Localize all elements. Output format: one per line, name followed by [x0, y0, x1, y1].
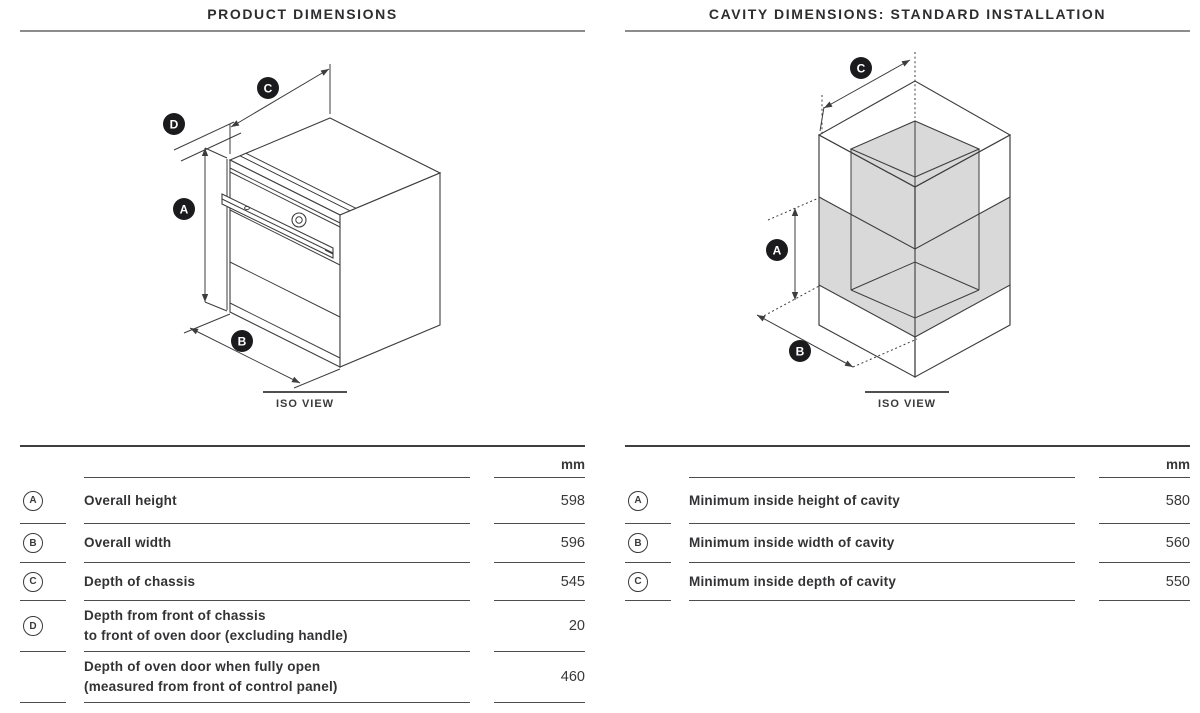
- circled-marker: D: [23, 616, 43, 636]
- cavity-iso-drawing: [740, 45, 1070, 415]
- right-panel-title: CAVITY DIMENSIONS: STANDARD INSTALLATION: [708, 6, 1107, 22]
- row-marker-cell: [20, 524, 66, 563]
- row-value: 596: [494, 524, 585, 563]
- dim-a-line: [205, 148, 227, 311]
- svg-text:D: D: [169, 117, 179, 132]
- unit-header: mm: [1099, 447, 1190, 478]
- cavity-dimensions-table: [625, 445, 1190, 601]
- row-label: Minimum inside height of cavity: [689, 492, 900, 508]
- left-iso-label: ISO VIEW: [275, 398, 335, 410]
- row-marker-cell: [625, 524, 671, 563]
- table-row: [625, 563, 1190, 601]
- marker-a-badge: [173, 198, 195, 220]
- row-label-cell: [84, 478, 470, 524]
- row-label-cell: [84, 563, 470, 601]
- circled-marker: B: [628, 533, 648, 553]
- row-label: Overall width: [84, 535, 172, 550]
- table-row: [20, 524, 585, 563]
- row-label: Minimum inside width of cavity: [689, 535, 895, 550]
- table-row: [20, 563, 585, 601]
- table-row: [20, 478, 585, 524]
- row-label: Overall height: [84, 492, 177, 508]
- marker-b-badge: [789, 340, 811, 362]
- row-marker-cell: [20, 652, 66, 703]
- dim-c-arrow-start: [231, 120, 239, 127]
- row-marker-cell: [20, 563, 66, 601]
- row-label-cell: [84, 601, 470, 652]
- row-value: 580: [1099, 478, 1190, 524]
- row-label-line1: Depth from front of chassis: [84, 608, 266, 623]
- row-label-line2: (measured from front of control panel): [84, 679, 338, 694]
- svg-text:C: C: [856, 61, 866, 76]
- circled-marker: C: [23, 572, 43, 592]
- left-iso-rule: [263, 391, 347, 393]
- svg-text:B: B: [237, 334, 247, 349]
- table-row: [20, 652, 585, 703]
- svg-text:B: B: [795, 344, 805, 359]
- marker-a-badge: [766, 239, 788, 261]
- table-row: [20, 601, 585, 652]
- row-marker-cell: [20, 478, 66, 524]
- dim-b-arrow-end: [292, 377, 301, 383]
- row-value: 560: [1099, 524, 1190, 563]
- unit-header: mm: [494, 447, 585, 478]
- circled-marker: A: [23, 491, 43, 511]
- marker-b-badge: [231, 330, 253, 352]
- svg-text:C: C: [263, 81, 273, 96]
- row-marker-cell: [625, 563, 671, 601]
- row-value: 545: [494, 563, 585, 601]
- marker-d-badge: [163, 113, 185, 135]
- header-label-cell: [84, 447, 470, 478]
- dim-b-arrow-start: [190, 328, 199, 334]
- svg-text:A: A: [179, 202, 189, 217]
- table-header-row: [20, 447, 585, 478]
- header-label-cell: [689, 447, 1075, 478]
- marker-c-badge: [850, 57, 872, 79]
- product-dimensions-table: [20, 445, 585, 703]
- row-label-line1: Depth of oven door when fully open: [84, 659, 321, 674]
- dim-a-arrow-bottom: [202, 294, 208, 302]
- row-value: 550: [1099, 563, 1190, 601]
- circled-marker: B: [23, 533, 43, 553]
- header-marker-cell: [20, 447, 66, 478]
- marker-c-badge: [257, 77, 279, 99]
- row-label-cell: [689, 524, 1075, 563]
- row-marker-cell: [625, 478, 671, 524]
- row-label-cell: [84, 524, 470, 563]
- left-title-rule: [20, 30, 585, 32]
- table-header-row: [625, 447, 1190, 478]
- circled-marker: A: [628, 491, 648, 511]
- right-iso-rule: [865, 391, 949, 393]
- row-label-cell: [689, 478, 1075, 524]
- table-row: [625, 478, 1190, 524]
- row-label-line2: to front of oven door (excluding handle): [84, 628, 348, 643]
- svg-text:A: A: [772, 243, 782, 258]
- left-panel-title: PRODUCT DIMENSIONS: [207, 6, 398, 22]
- row-value: 598: [494, 478, 585, 524]
- right-iso-label: ISO VIEW: [877, 398, 937, 410]
- dim-c-line: [231, 69, 329, 127]
- row-label-cell: [84, 652, 470, 703]
- dim-a-arrow-top: [792, 208, 798, 216]
- header-marker-cell: [625, 447, 671, 478]
- row-label: Minimum inside depth of cavity: [689, 573, 897, 589]
- dim-c-arrow-end: [902, 60, 911, 67]
- circled-marker: C: [628, 572, 648, 592]
- row-value: 460: [494, 652, 585, 703]
- dim-c-arrow-start: [824, 102, 833, 109]
- oven-knob: [292, 213, 306, 227]
- row-value: 20: [494, 601, 585, 652]
- dim-b-arrow-end: [845, 361, 853, 368]
- dim-c-arrow-end: [321, 69, 329, 76]
- right-title-rule: [625, 30, 1190, 32]
- row-label: Depth of chassis: [84, 573, 196, 589]
- row-label-cell: [689, 563, 1075, 601]
- product-iso-drawing: [150, 45, 470, 415]
- dim-a-arrow-bottom: [792, 292, 798, 300]
- table-row: [625, 524, 1190, 563]
- row-marker-cell: [20, 601, 66, 652]
